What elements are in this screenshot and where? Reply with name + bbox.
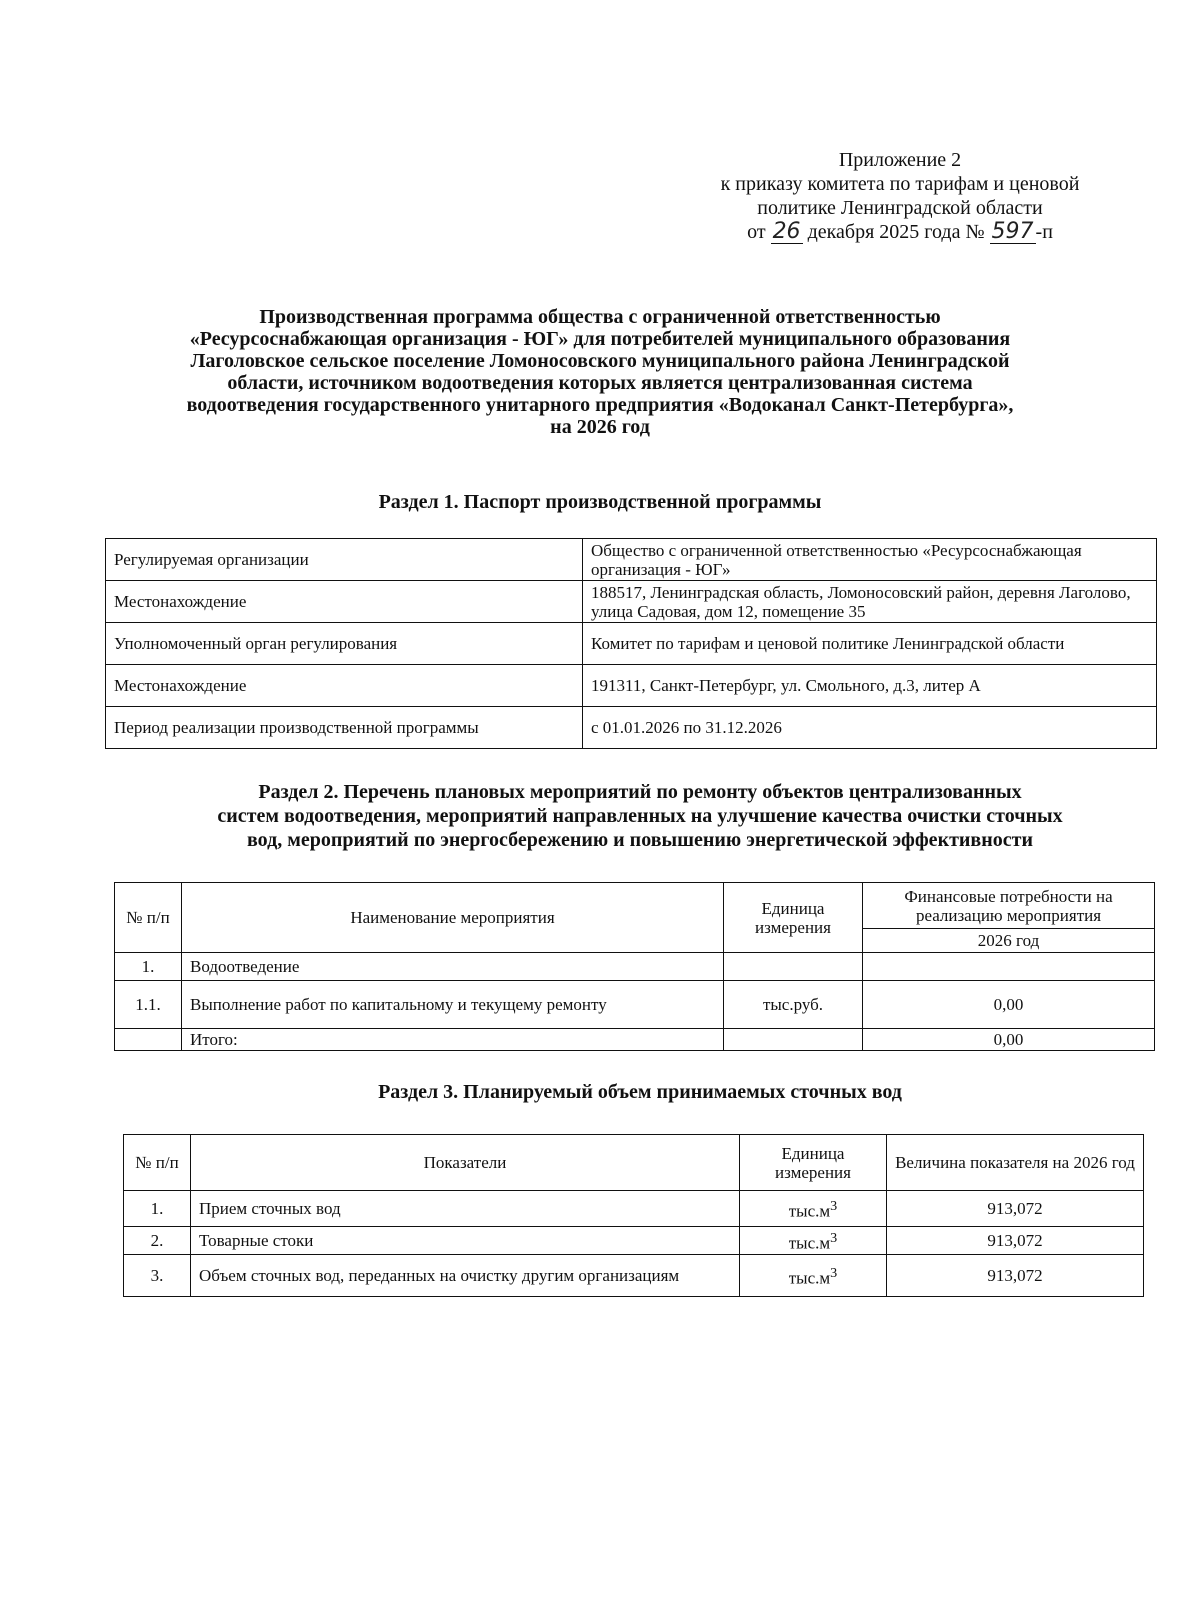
- title-line-2: «Ресурсоснабжающая организация - ЮГ» для потребителей муниципального образования: [189, 328, 1011, 350]
- passport-key: Местонахождение: [106, 581, 583, 623]
- row-name: Водоотведение: [182, 953, 724, 981]
- section3-heading: Раздел 3. Планируемый объем принимаемых сточных вод: [378, 1081, 902, 1103]
- row-value: 0,00: [863, 1029, 1155, 1051]
- row-num: 1.1.: [115, 981, 182, 1029]
- table-row: [115, 981, 1155, 1029]
- row-unit: тыс.руб.: [724, 981, 863, 1029]
- header-num: № п/п: [115, 883, 182, 953]
- header-value: Величина показателя на 2026 год: [887, 1135, 1144, 1191]
- passport-key: Регулируемая организации: [106, 539, 583, 581]
- table-row: [106, 707, 1157, 749]
- row-name: Итого:: [182, 1029, 724, 1051]
- unit-base: тыс.м: [788, 1233, 831, 1253]
- unit-sup: 3: [830, 1197, 838, 1214]
- row-value: 913,072: [887, 1227, 1144, 1255]
- unit-sup: 3: [830, 1264, 838, 1281]
- appendix-day-underline: [771, 221, 803, 244]
- title-line-1: Производственная программа общества с ограниченной ответственностью: [259, 306, 941, 328]
- header-name: Показатели: [191, 1135, 740, 1191]
- measures-table: [114, 882, 1155, 1051]
- header-num: № п/п: [124, 1135, 191, 1191]
- program-title: [120, 306, 1080, 438]
- section2-heading-line-3: вод, мероприятий по энергосбережению и повышению энергетической эффективности: [247, 829, 1033, 851]
- row-name: Прием сточных вод: [191, 1191, 740, 1227]
- header-year: 2026 год: [863, 929, 1155, 953]
- unit-base: тыс.м: [788, 1201, 831, 1221]
- table-row: [124, 1191, 1144, 1227]
- header-finance: Финансовые потребности на реализацию мероприятия: [863, 883, 1155, 929]
- row-name: Выполнение работ по капитальному и текущему ремонту: [182, 981, 724, 1029]
- appendix-header: [660, 148, 1140, 244]
- header-unit: Единица измерения: [724, 883, 863, 953]
- appendix-number-underline: [990, 221, 1036, 244]
- passport-value: с 01.01.2026 по 31.12.2026: [583, 707, 1157, 749]
- row-name: Объем сточных вод, переданных на очистку другим организациям: [191, 1255, 740, 1297]
- passport-value: 191311, Санкт-Петербург, ул. Смольного, д.3, литер А: [583, 665, 1157, 707]
- appendix-line-1: Приложение 2: [838, 149, 962, 171]
- row-unit: [740, 1191, 887, 1227]
- row-num: 1.: [115, 953, 182, 981]
- row-value: 913,072: [887, 1191, 1144, 1227]
- table-header-row: [115, 883, 1155, 929]
- row-name: Товарные стоки: [191, 1227, 740, 1255]
- volumes-table: [123, 1134, 1144, 1297]
- table-row: [106, 581, 1157, 623]
- table-row: [124, 1227, 1144, 1255]
- passport-key: Уполномоченный орган регулирования: [106, 623, 583, 665]
- row-num: 3.: [124, 1255, 191, 1297]
- row-unit: [740, 1227, 887, 1255]
- appendix-line-3: политике Ленинградской области: [757, 197, 1043, 219]
- passport-value: Комитет по тарифам и ценовой политике Ленинградской области: [583, 623, 1157, 665]
- title-line-5: водоотведения государственного унитарного предприятия «Водоканал Санкт-Петербурга»,: [186, 394, 1014, 416]
- row-value: [863, 953, 1155, 981]
- row-unit: [724, 953, 863, 981]
- title-line-4: области, источником водоотведения которых является централизованная система: [227, 372, 973, 394]
- title-line-6: на 2026 год: [550, 416, 650, 438]
- section1-heading: Раздел 1. Паспорт производственной программы: [378, 491, 822, 513]
- passport-key: Период реализации производственной программы: [106, 707, 583, 749]
- table-header-row: [124, 1135, 1144, 1191]
- appendix-day: 26: [772, 219, 801, 244]
- passport-table: [105, 538, 1157, 749]
- table-row: [115, 1029, 1155, 1051]
- appendix-from: от: [747, 221, 766, 243]
- header-name: Наименование мероприятия: [182, 883, 724, 953]
- unit-sup: 3: [830, 1229, 838, 1246]
- appendix-line-4: [660, 220, 1140, 244]
- passport-value: 188517, Ленинградская область, Ломоносовский район, деревня Лаголово, улица Садовая, дом 12, помещение 35: [583, 581, 1157, 623]
- section2-heading-line-1: Раздел 2. Перечень плановых мероприятий по ремонту объектов централизованных: [258, 781, 1022, 803]
- unit-base: тыс.м: [788, 1268, 831, 1288]
- appendix-line-2: к приказу комитета по тарифам и ценовой: [720, 173, 1080, 195]
- row-num: 1.: [124, 1191, 191, 1227]
- header-unit: Единица измерения: [740, 1135, 887, 1191]
- appendix-suffix: -п: [1035, 221, 1053, 243]
- table-row: [124, 1255, 1144, 1297]
- table-row: [115, 953, 1155, 981]
- appendix-number: 597: [991, 219, 1034, 244]
- title-line-3: Лаголовское сельское поселение Ломоносовского муниципального района Ленинградской: [190, 350, 1010, 372]
- passport-value: Общество с ограниченной ответственностью «Ресурсоснабжающая организация - ЮГ»: [583, 539, 1157, 581]
- row-value: 913,072: [887, 1255, 1144, 1297]
- passport-key: Местонахождение: [106, 665, 583, 707]
- appendix-month-year: декабря 2025 года №: [807, 221, 985, 243]
- row-unit: [740, 1255, 887, 1297]
- table-row: [106, 623, 1157, 665]
- section2-heading: [120, 780, 1160, 852]
- row-num: 2.: [124, 1227, 191, 1255]
- table-row: [106, 665, 1157, 707]
- row-unit: [724, 1029, 863, 1051]
- row-value: 0,00: [863, 981, 1155, 1029]
- table-row: [106, 539, 1157, 581]
- row-num: [115, 1029, 182, 1051]
- section2-heading-line-2: систем водоотведения, мероприятий направленных на улучшение качества очистки сточных: [217, 805, 1063, 827]
